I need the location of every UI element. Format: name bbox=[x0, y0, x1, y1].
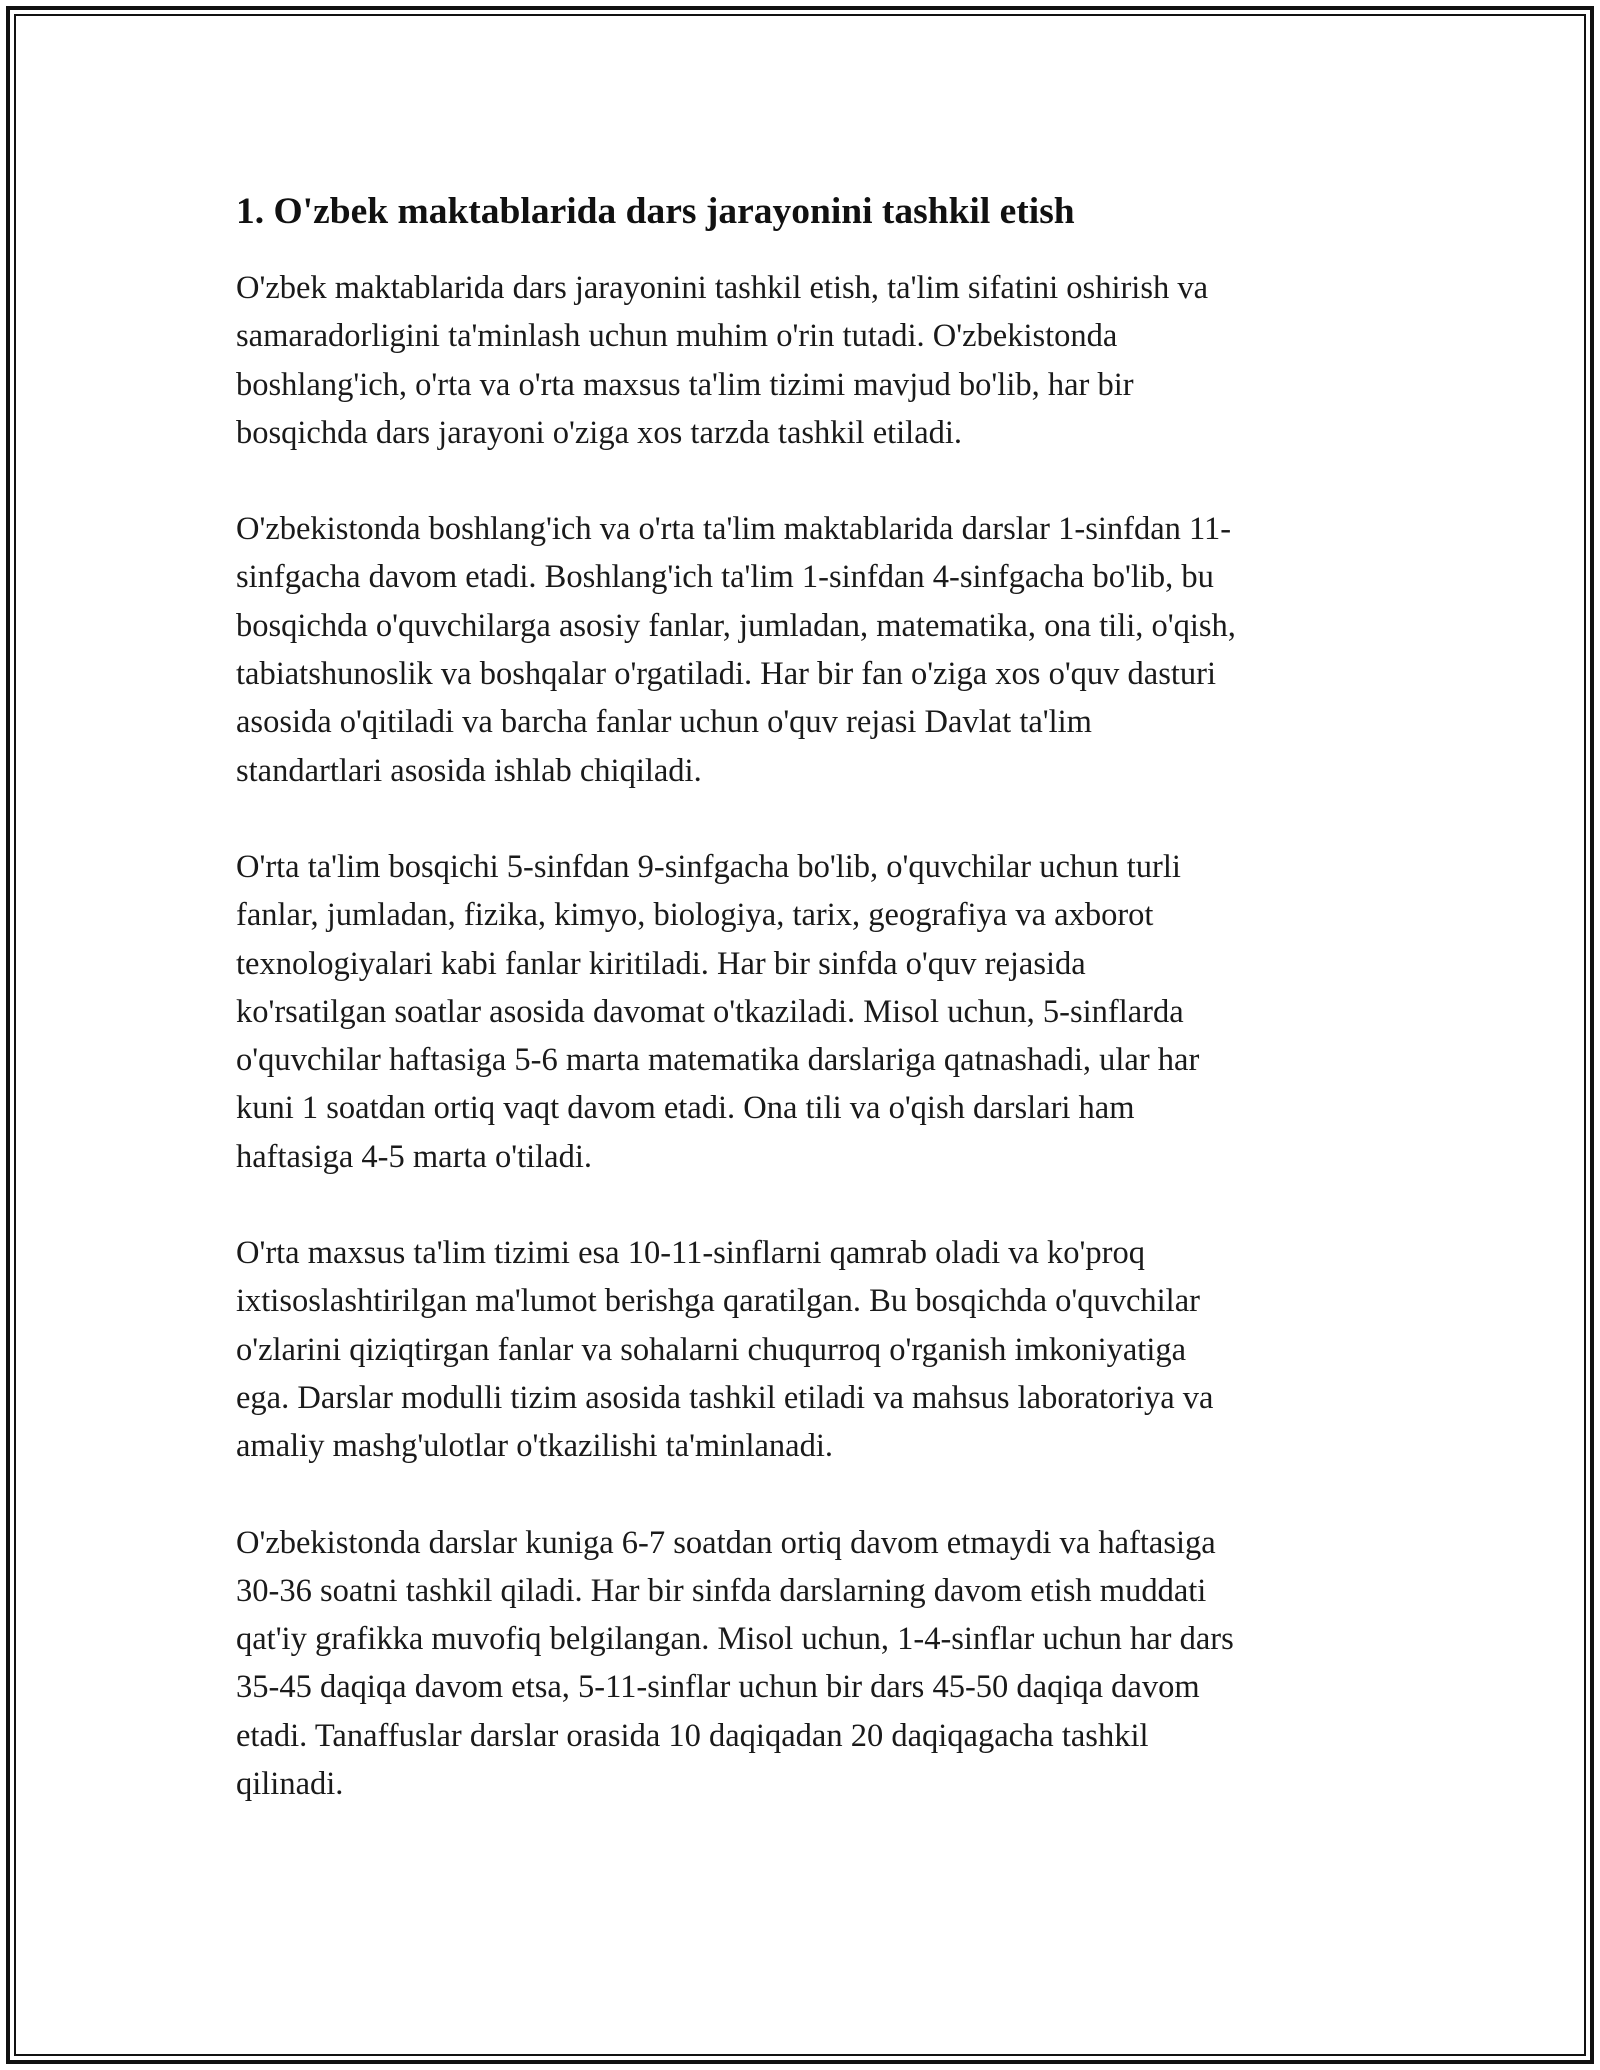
text-line: O'rta maxsus ta'lim tizimi esa 10-11-sinflarni qamrab oladi va ko'proq bbox=[236, 1235, 1145, 1272]
text-line: bosqichda o'quvchilarga asosiy fanlar, jumladan, matematika, ona tili, o'qish, bbox=[236, 607, 1236, 644]
text-line: o'zlarini qiziqtirgan fanlar va sohalarni chuqurroq o'rganish imkoniyatiga bbox=[236, 1331, 1187, 1368]
text-line: bosqichda dars jarayoni o'ziga xos tarzda tashkil etiladi. bbox=[236, 414, 963, 451]
text-line: etadi. Tanaffuslar darslar orasida 10 daqiqadan 20 daqiqagacha tashkil bbox=[236, 1717, 1149, 1754]
text-line: haftasiga 4-5 marta o'tiladi. bbox=[236, 1138, 593, 1175]
text-line: O'zbekistonda boshlang'ich va o'rta ta'lim maktablarida darslar 1-sinfdan 11- bbox=[236, 511, 1232, 548]
text-line: kuni 1 soatdan ortiq vaqt davom etadi. Ona tili va o'qish darslari ham bbox=[236, 1090, 1135, 1127]
text-line: qat'iy grafikka muvofiq belgilangan. Misol uchun, 1-4-sinflar uchun har dars bbox=[236, 1621, 1234, 1658]
paragraph-schedule bbox=[236, 1519, 1376, 1809]
text-line: texnologiyalari kabi fanlar kiritiladi. Har bir sinfda o'quv rejasida bbox=[236, 945, 1086, 982]
text-line: sinfgacha davom etadi. Boshlang'ich ta'lim 1-sinfdan 4-sinfgacha bo'lib, bu bbox=[236, 559, 1214, 596]
paragraph-primary-education bbox=[236, 505, 1376, 795]
paragraph-specialized-education bbox=[236, 1229, 1376, 1470]
text-line: asosida o'qitiladi va barcha fanlar uchun o'quv rejasi Davlat ta'lim bbox=[236, 704, 1092, 741]
text-line: O'zbek maktablarida dars jarayonini tashkil etish, ta'lim sifatini oshirish va bbox=[236, 270, 1209, 306]
text-line: 35-45 daqiqa davom etsa, 5-11-sinflar uchun bir dars 45-50 daqiqa davom bbox=[236, 1669, 1200, 1706]
text-line: 30-36 soatni tashkil qiladi. Har bir sinfda darslarning davom etish muddati bbox=[236, 1572, 1207, 1609]
text-line: ega. Darslar modulli tizim asosida tashkil etiladi va mahsus laboratoriya va bbox=[236, 1379, 1214, 1416]
text-line: tabiatshunoslik va boshqalar o'rgatiladi. Har bir fan o'ziga xos o'quv dasturi bbox=[236, 656, 1217, 693]
text-line: fanlar, jumladan, fizika, kimyo, biologiya, tarix, geografiya va axborot bbox=[236, 897, 1154, 934]
paragraph-intro bbox=[236, 264, 1376, 457]
text-line: o'quvchilar haftasiga 5-6 marta matematika darslariga qatnashadi, ular har bbox=[236, 1042, 1200, 1079]
text-line: standartlari asosida ishlab chiqiladi. bbox=[236, 752, 702, 789]
text-line: boshlang'ich, o'rta va o'rta maxsus ta'lim tizimi mavjud bo'lib, har bir bbox=[236, 366, 1134, 403]
text-line: amaliy mashg'ulotlar o'tkazilishi ta'minlanadi. bbox=[236, 1428, 834, 1465]
paragraph-secondary-education bbox=[236, 843, 1376, 1181]
text-line: ko'rsatilgan soatlar asosida davomat o'tkaziladi. Misol uchun, 5-sinflarda bbox=[236, 993, 1184, 1030]
text-line: samaradorligini ta'minlash uchun muhim o'rin tutadi. O'zbekistonda bbox=[236, 318, 1118, 355]
section-heading: 1. O'zbek maktablarida dars jarayonini tashkil etish bbox=[236, 191, 1075, 232]
document-page bbox=[236, 186, 1376, 1856]
text-line: O'zbekistonda darslar kuniga 6-7 soatdan ortiq davom etmaydi va haftasiga bbox=[236, 1524, 1216, 1561]
text-line: ixtisoslashtirilgan ma'lumot berishga qaratilgan. Bu bosqichda o'quvchilar bbox=[236, 1283, 1200, 1320]
text-line: O'rta ta'lim bosqichi 5-sinfdan 9-sinfgacha bo'lib, o'quvchilar uchun turli bbox=[236, 848, 1181, 885]
text-line: qilinadi. bbox=[236, 1766, 344, 1803]
